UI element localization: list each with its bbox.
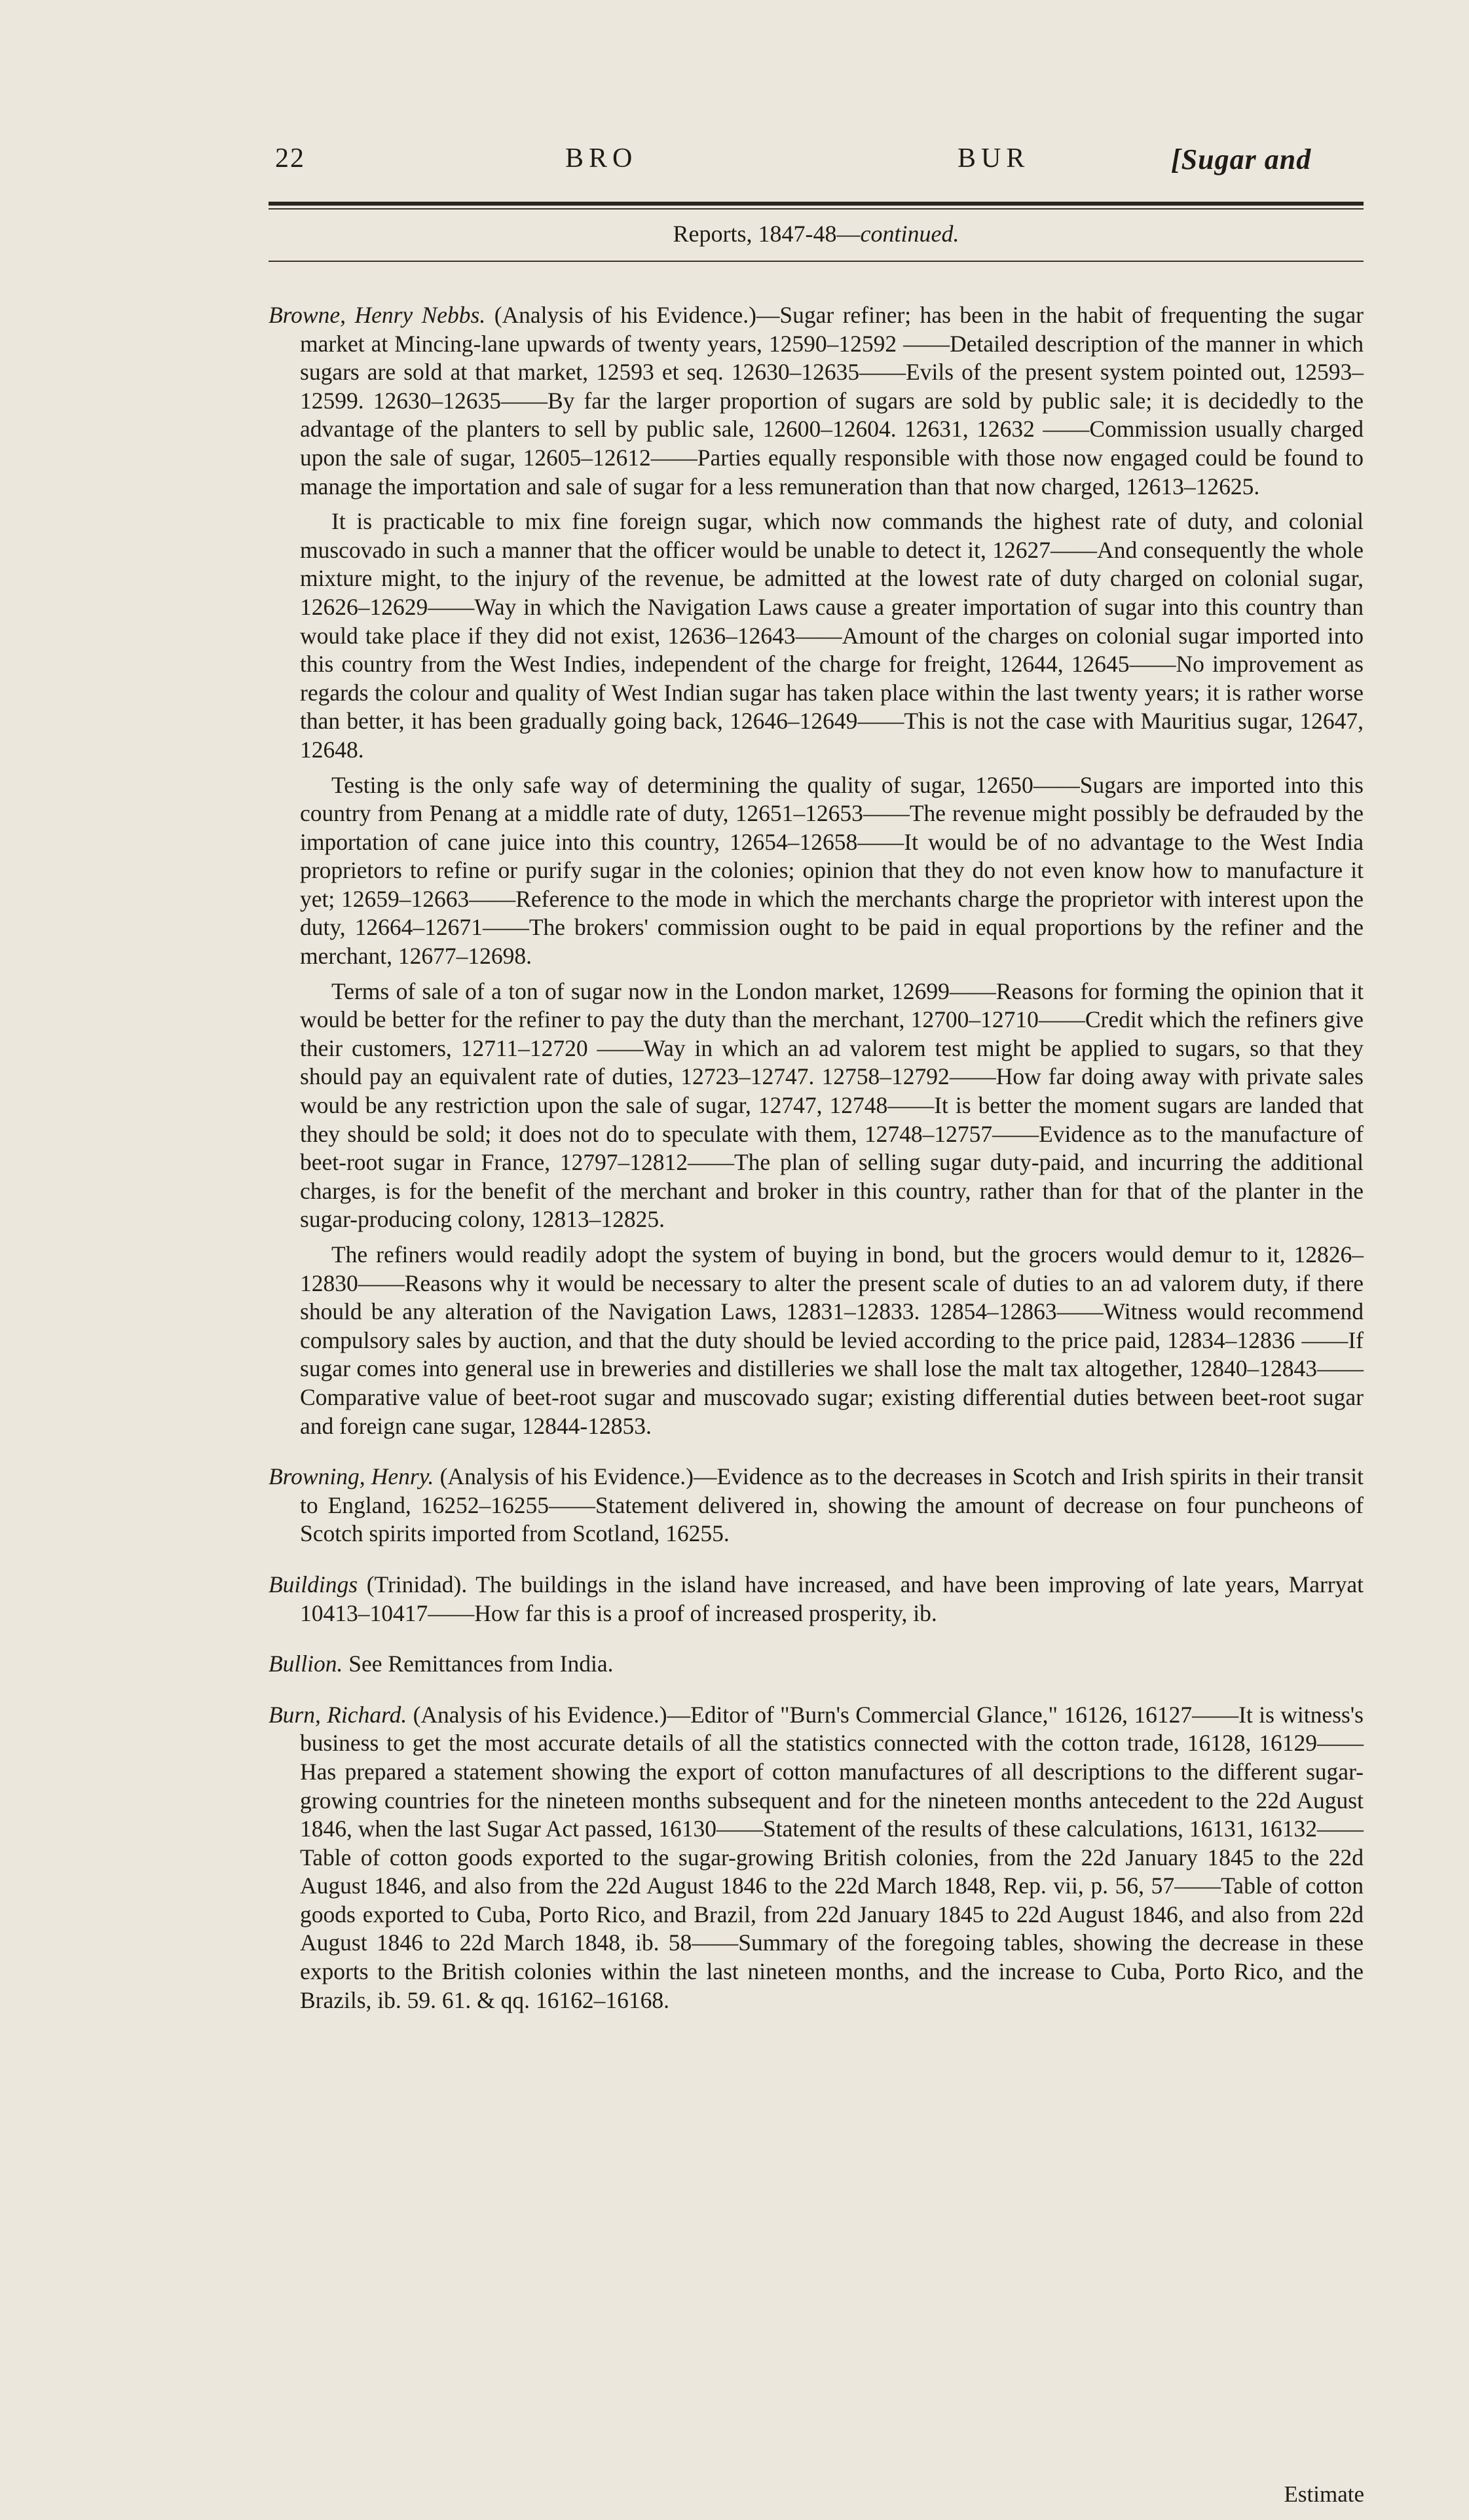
entry-name: Burn, Richard. xyxy=(269,1701,407,1728)
running-title xyxy=(269,220,1364,247)
entry-paragraph xyxy=(269,1650,1364,1679)
entry-text: See Remittances from India. xyxy=(348,1651,614,1677)
running-title-text: Reports, 1847-48— xyxy=(673,221,861,247)
entry-name: Browne, Henry Nebbs. xyxy=(269,302,486,328)
entry-paragraph: The refiners would readily adopt the system of buying in bond, but the grocers would demur to it, 12826–12830——Reasons why it would be necessary to alter the present scale of duties to an ad valorem duty, if there should be any alteration of the Navigation Laws, 12831–12833. 12854–12863——Witness would recommend compulsory sales by auction, and that the duty should be levied according to the price paid, 12834–12836 ——If sugar comes into general use in breweries and distilleries we shall lose the malt tax altogether, 12840–12843——Comparative value of beet-root sugar and muscovado sugar; existing differential duties between beet-root sugar and foreign cane sugar, 12844-12853. xyxy=(300,1241,1364,1439)
entry-name: Buildings xyxy=(269,1571,358,1598)
entry-name: Browning, Henry. xyxy=(269,1463,434,1490)
left-running-head: BRO xyxy=(565,143,638,173)
catchword: Estimate xyxy=(1284,2481,1364,2507)
page-number: 22 xyxy=(275,143,305,173)
title-rule xyxy=(269,261,1364,262)
section-title: [Sugar and xyxy=(1171,143,1312,175)
index-entry-browning xyxy=(269,1463,1364,1548)
index-entry-bullion xyxy=(269,1650,1364,1679)
index-entries xyxy=(269,301,1364,2037)
entry-paragraph xyxy=(269,1701,1364,2015)
entry-text: (Analysis of his Evidence.)—Evidence as to the decreases in Scotch and Irish spirits in their transit to England, 16252–16255——Statement delivered in, showing the amount of decrease on four puncheons of Scotch spirits imported from Scotland, 16255. xyxy=(300,1463,1364,1547)
page-header xyxy=(275,143,1349,182)
entry-text: (Trinidad). The buildings in the island have increased, and have been improving of late years, Marryat 10413–10417——How far this is a proof of increased prosperity, ib. xyxy=(300,1571,1364,1626)
entry-paragraph: Terms of sale of a ton of sugar now in the London market, 12699——Reasons for forming the opinion that it would be better for the refiner to pay the duty than the merchant, 12700–12710——Credit which the refiners give their customers, 12711–12720 ——Way in which an ad valorem test might be applied to sugars, so that they should pay an equivalent rate of duties, 12723–12747. 12758–12792——How far doing away with private sales would be any restriction upon the sale of sugar, 12747, 12748——It is better the moment sugars are landed that they should be sold; it does not do to speculate with them, 12748–12757——Evidence as to the manufacture of beet-root sugar in France, 12797–12812——The plan of selling sugar duty-paid, and incurring the additional charges, is for the benefit of the merchant and broker in this country, rather than for that of the planter in the sugar-producing colony, 12813–12825. xyxy=(300,977,1364,1233)
entry-name: Bullion. xyxy=(269,1651,343,1677)
index-entry-burn xyxy=(269,1701,1364,2015)
entry-paragraph xyxy=(269,1571,1364,1628)
index-entry-buildings xyxy=(269,1571,1364,1628)
entry-text: (Analysis of his Evidence.)—Editor of "Burn's Commercial Glance," 16126, 16127——It is witness's business to get the most accurate details of all the statistics connected with the cotton trade, 16128, 16129——Has prepared a statement showing the export of cotton manufactures of all descriptions to the different sugar-growing countries for the nineteen months subsequent and for the nineteen months antecedent to the 22d August 1846, when the last Sugar Act passed, 16130——Statement of the results of these calculations, 16131, 16132——Table of cotton goods exported to the sugar-growing British colonies, from the 22d January 1845 to the 22d August 1846, and also from the 22d August 1846 to the 22d March 1848, Rep. vii, p. 56, 57——Table of cotton goods exported to Cuba, Porto Rico, and Brazil, from 22d January 1845 to 22d August 1846, and also from 22d August 1846 to 22d March 1848, ib. 58——Summary of the foregoing tables, showing the decrease in these exports to the British colonies within the last nineteen months, and the increase to Cuba, Porto Rico, and the Brazils, ib. 59. 61. & qq. 16162–16168. xyxy=(300,1701,1364,2013)
running-title-italic: continued. xyxy=(860,221,959,247)
index-entry-browne xyxy=(269,301,1364,1440)
entry-paragraph: It is practicable to mix fine foreign sugar, which now commands the highest rate of duty, and colonial muscovado in such a manner that the officer would be unable to detect it, 12627——And consequently the whole mixture might, to the injury of the revenue, be admitted at the lowest rate of duty charged on colonial sugar, 12626–12629——Way in which the Navigation Laws cause a greater importation of sugar into this country than would take place if they did not exist, 12636–12643——Amount of the charges on colonial sugar imported into this country from the West Indies, independent of the charge for freight, 12644, 12645——No improvement as regards the colour and quality of West Indian sugar has taken place within the last twenty years; it is rather worse than better, it has been gradually going back, 12646–12649——This is not the case with Mauritius sugar, 12647, 12648. xyxy=(300,508,1364,763)
header-rule-thick xyxy=(269,202,1364,206)
entry-paragraph: Testing is the only safe way of determining the quality of sugar, 12650——Sugars are imported into this country from Penang at a middle rate of duty, 12651–12653——The revenue might possibly be defrauded by the importation of cane juice into this country, 12654–12658——It would be of no advantage to the West India proprietors to refine or purify sugar in the colonies; opinion that they do not even know how to manufacture it yet; 12659–12663——Reference to the mode in which the merchants charge the proprietor with interest upon the duty, 12664–12671——The brokers' commission ought to be paid in equal proportions by the refiner and the merchant, 12677–12698. xyxy=(300,771,1364,970)
entry-paragraph xyxy=(269,301,1364,501)
header-rule-thin xyxy=(269,208,1364,210)
entry-text: (Analysis of his Evidence.)—Sugar refiner; has been in the habit of frequenting the sugar market at Mincing-lane upwards of twenty years, 12590–12592 ——Detailed description of the manner in which sugars are sold at that market, 12593 et seq. 12630–12635——Evils of the present system pointed out, 12593–12599. 12630–12635——By far the larger proportion of sugars are sold by public sale; it is decidedly to the advantage of the planters to sell by public sale, 12600–12604. 12631, 12632 ——Commission usually charged upon the sale of sugar, 12605–12612——Parties equally responsible with those now engaged could be found to manage the importation and sale of sugar for a less remuneration than that now charged, 12613–12625. xyxy=(300,302,1364,500)
right-running-head: BUR xyxy=(958,143,1030,173)
entry-paragraph xyxy=(269,1463,1364,1548)
